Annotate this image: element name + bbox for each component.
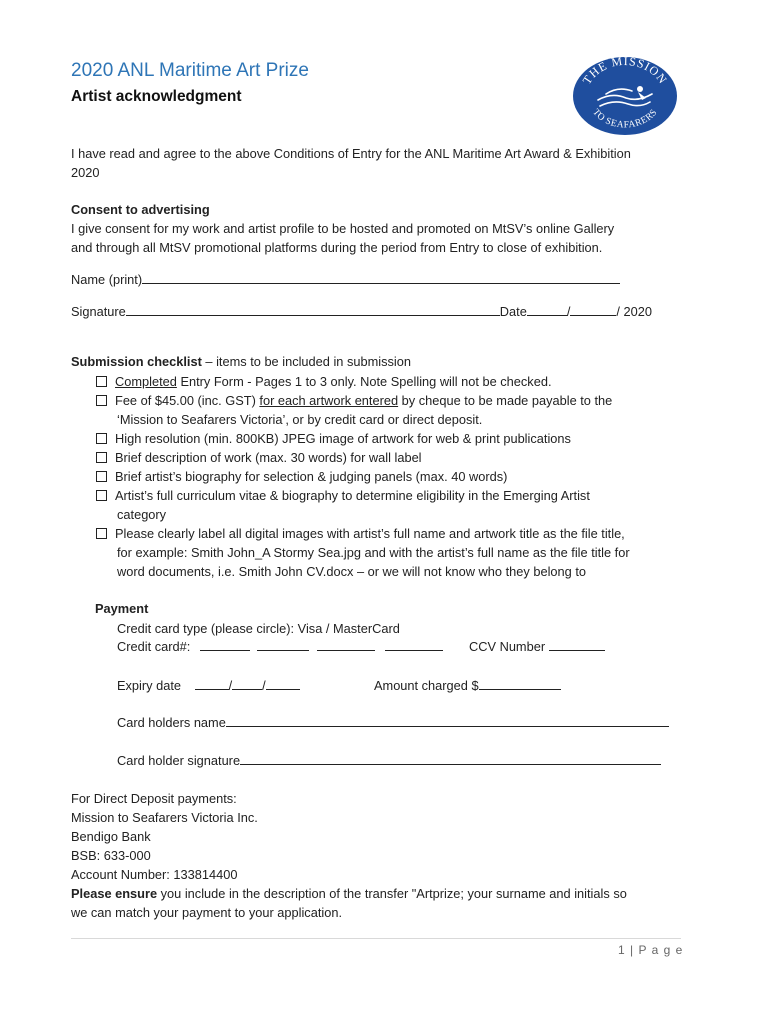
- checklist-item-fee-cont: ‘Mission to Seafarers Victoria’, or by credit card or direct deposit.: [117, 412, 483, 427]
- card-number-field: Credit card#:: [117, 637, 443, 656]
- card-number-group-2[interactable]: [257, 638, 309, 651]
- name-field: [71, 270, 620, 289]
- ccv-input-line[interactable]: [549, 638, 605, 651]
- amount-input-line[interactable]: [479, 677, 561, 690]
- checklist-heading: [71, 352, 411, 371]
- expiry-year-part-line[interactable]: [232, 677, 262, 690]
- card-number-group-4[interactable]: [385, 638, 443, 651]
- card-holder-signature-field: Card holder signature: [117, 751, 661, 770]
- document-subtitle: Artist acknowledgment: [71, 88, 242, 105]
- expiry-year-line[interactable]: [266, 677, 300, 690]
- consent-heading: Consent to advertising: [71, 202, 210, 217]
- expiry-field: Expiry date / /: [117, 676, 300, 695]
- checklist-item-labels-cont-2: word documents, i.e. Smith John CV.docx – or we will not know who they belong to: [117, 564, 586, 579]
- checklist-item-labels-cont-1: for example: Smith John_A Stormy Sea.jpg and with the artist’s full name as the file title for: [117, 545, 630, 560]
- checklist-item-entry-form: Completed Entry Form - Pages 1 to 3 only. Note Spelling will not be checked.: [96, 372, 552, 391]
- checklist-item-description: Brief description of work (max. 30 words) for wall label: [96, 448, 422, 467]
- date-label: Date: [499, 304, 527, 319]
- checklist-item-image: High resolution (min. 800KB) JPEG image of artwork for web & print publications: [96, 429, 571, 448]
- deposit-bsb: BSB: 633-000: [71, 848, 151, 863]
- card-type-line: Credit card type (please circle): Visa / MasterCard: [117, 621, 400, 636]
- mission-to-seafarers-logo: [572, 56, 678, 136]
- deposit-instructions-cont: we can match your payment to your application.: [71, 905, 343, 920]
- checklist-item-biography: Brief artist’s biography for selection & judging panels (max. 40 words): [96, 467, 507, 486]
- checkbox[interactable]: [96, 376, 107, 387]
- card-holder-name-field: Card holders name: [117, 713, 669, 732]
- deposit-account-number: Account Number: 133814400: [71, 867, 238, 882]
- checkbox[interactable]: [96, 528, 107, 539]
- date-day-line[interactable]: [527, 303, 567, 316]
- signature-input-line[interactable]: [126, 303, 500, 316]
- checklist-item-labels: Please clearly label all digital images with artist’s full name and artwork title as the file title,: [96, 524, 625, 543]
- page-number: 1 | P a g e: [618, 943, 684, 957]
- acknowledgment-line-2: 2020: [71, 165, 100, 180]
- deposit-heading: For Direct Deposit payments:: [71, 791, 237, 806]
- payment-heading: Payment: [95, 601, 149, 616]
- deposit-account-name: Mission to Seafarers Victoria Inc.: [71, 810, 258, 825]
- checklist-heading-label: Submission checklist: [71, 354, 202, 369]
- svg-text:TO SEAFARERS: TO SEAFARERS: [590, 107, 660, 131]
- ccv-field: CCV Number: [469, 637, 605, 656]
- checkbox[interactable]: [96, 433, 107, 444]
- checklist-item-cv: Artist’s full curriculum vitae & biography to determine eligibility in the Emerging Artist: [96, 486, 590, 505]
- deposit-instructions: Please ensure you include in the description of the transfer "Artprize; your surname and initials so: [71, 886, 627, 901]
- card-holder-signature-line[interactable]: [240, 752, 661, 765]
- card-holder-name-line[interactable]: [226, 714, 669, 727]
- checkbox[interactable]: [96, 452, 107, 463]
- footer-divider: [71, 938, 681, 939]
- svg-text:THE MISSION: THE MISSION: [579, 56, 671, 87]
- deposit-bank: Bendigo Bank: [71, 829, 151, 844]
- checklist-heading-suffix: – items to be included in submission: [201, 354, 411, 369]
- date-month-line[interactable]: [570, 303, 616, 316]
- checkbox[interactable]: [96, 490, 107, 501]
- signature-label: Signature: [71, 304, 126, 319]
- amount-field: Amount charged $: [374, 676, 561, 695]
- date-year: / 2020: [616, 304, 652, 319]
- checkbox[interactable]: [96, 471, 107, 482]
- checklist-item-fee: Fee of $45.00 (inc. GST) for each artwork entered by cheque to be made payable to the: [96, 391, 612, 410]
- checklist-item-cv-cont: category: [117, 507, 167, 522]
- card-number-group-1[interactable]: [200, 638, 250, 651]
- consent-line-1: I give consent for my work and artist profile to be hosted and promoted on MtSV’s online Gallery: [71, 221, 615, 236]
- acknowledgment-line-1: I have read and agree to the above Conditions of Entry for the ANL Maritime Art Award & Exhibition: [71, 146, 631, 161]
- document-title: 2020 ANL Maritime Art Prize: [71, 60, 309, 81]
- name-label: Name (print): [71, 272, 143, 287]
- signature-date-field: [71, 302, 652, 321]
- checkbox[interactable]: [96, 395, 107, 406]
- name-input-line[interactable]: [142, 271, 620, 284]
- expiry-month-line[interactable]: [195, 677, 229, 690]
- consent-line-2: and through all MtSV promotional platforms during the period from Entry to close of exhibition.: [71, 240, 603, 255]
- card-number-group-3[interactable]: [317, 638, 375, 651]
- date-separator: /: [566, 304, 571, 319]
